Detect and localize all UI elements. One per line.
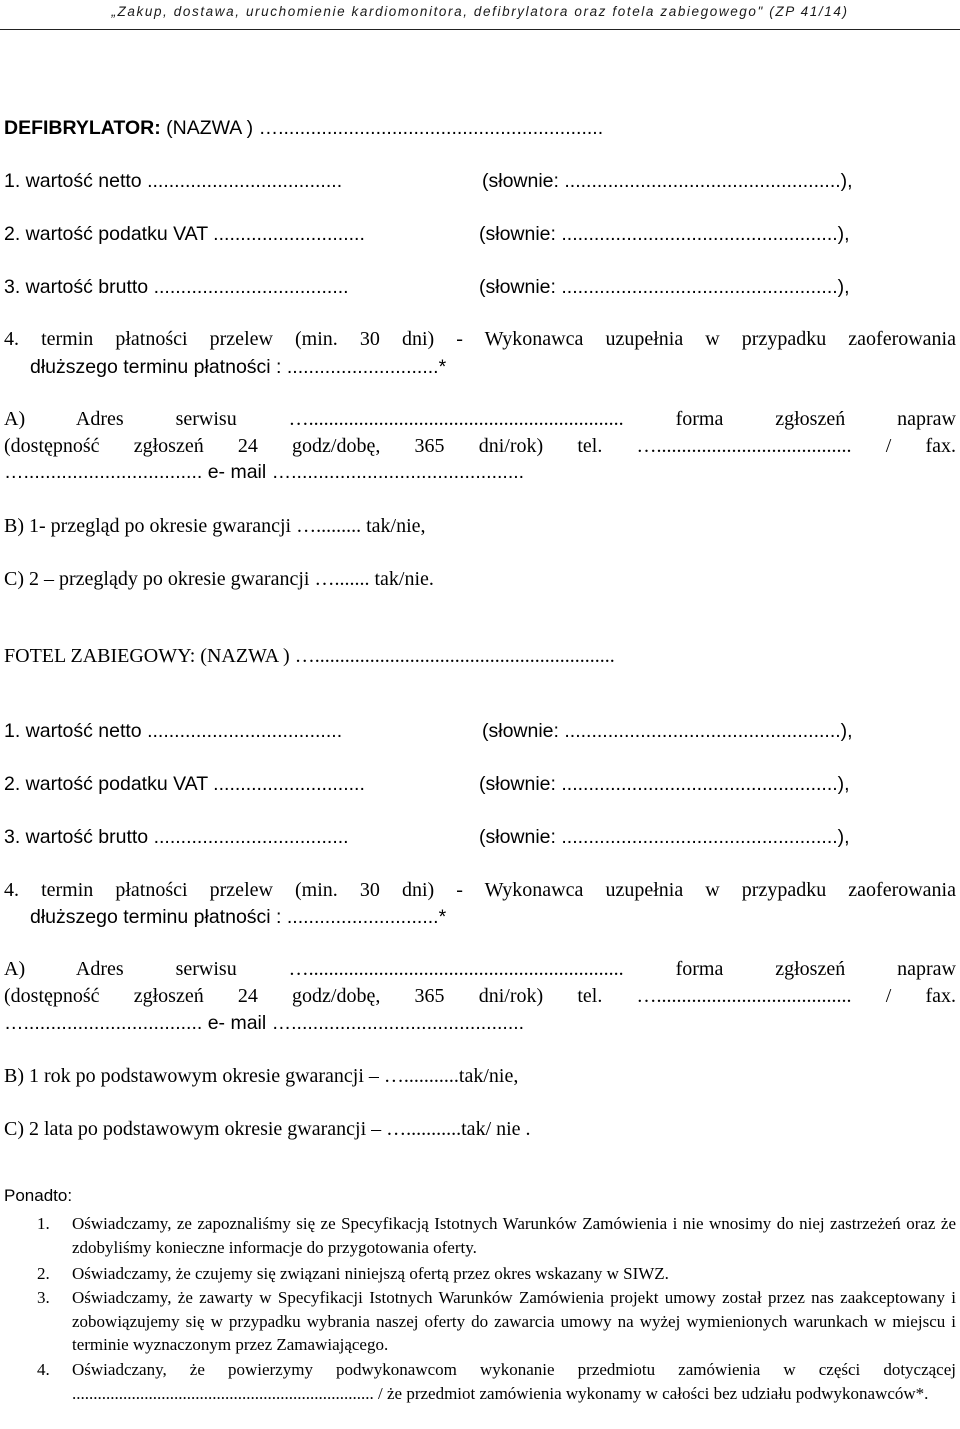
fotel-serwis-line2: (dostępność zgłoszeń 24 godz/dobę, 365 dni/rok) tel. …....................................... / fax. — [4, 985, 956, 1007]
fotel-heading — [4, 645, 615, 668]
ponadto-label: Ponadto: — [4, 1186, 73, 1205]
declaration-number: 2. — [37, 1264, 50, 1283]
declaration-number: 1. — [37, 1214, 50, 1233]
defib-przeglad-b: B) 1- przegląd po okresie gwarancji …......... tak/nie, — [4, 515, 426, 537]
defib-termin-line1: 4. termin płatności przelew (min. 30 dni) - Wykonawca uzupełnia w przypadku zaoferowania — [4, 328, 956, 350]
fotel-heading-bold: FOTEL ZABIEGOWY — [4, 645, 190, 667]
defib-serwis-line2: (dostępność zgłoszeń 24 godz/dobę, 365 dni/rok) tel. …....................................... / fax. — [4, 435, 956, 457]
fotel-przeglad-c: C) 2 lata po podstawowym okresie gwarancji – …...........tak/ nie . — [4, 1118, 531, 1140]
header-rule — [0, 29, 960, 30]
fotel-vat-slownie: (słownie: ...................................................), — [479, 773, 850, 795]
declaration-number: 4. — [37, 1360, 50, 1379]
defib-przeglad-c: C) 2 – przeglądy po okresie gwarancji …....... tak/nie. — [4, 568, 434, 590]
declaration-text: Oświadczany, że powierzymy podwykonawcom wykonanie przedmiotu zamówienia w części dotyczącej ....................................................................... / że przedmiot zamówienia wykonamy w całości bez udziału podwykonawców*. — [72, 1360, 956, 1403]
declaration-number: 3. — [37, 1288, 50, 1307]
page-header: „Zakup, dostawa, uruchomienie kardiomonitora, defibrylatora oraz fotela zabiegowego" (ZP 41/14) — [111, 4, 849, 19]
fotel-netto-slownie: (słownie: ...................................................), — [482, 720, 853, 742]
fotel-heading-rest: : (NAZWA ) …............................................................ — [189, 645, 615, 667]
defib-brutto-slownie: (słownie: ...................................................), — [479, 276, 850, 298]
defib-vat-label: 2. wartość podatku VAT ............................ — [4, 223, 365, 245]
defib-brutto-label: 3. wartość brutto .................................... — [4, 276, 349, 298]
declaration-text: Oświadczamy, że czujemy się związani niniejszą ofertą przez okres wskazany w SIWZ. — [72, 1264, 669, 1283]
fotel-serwis-line3: …................................. e- mail …........................................... — [4, 1012, 525, 1034]
fotel-przeglad-b: B) 1 rok po podstawowym okresie gwarancji – …...........tak/nie, — [4, 1065, 519, 1087]
defib-netto-slownie: (słownie: ...................................................), — [482, 170, 853, 192]
fotel-serwis-line1: A) Adres serwisu …............................................................... forma zgłoszeń napraw — [4, 958, 956, 980]
fotel-vat-label: 2. wartość podatku VAT ............................ — [4, 773, 365, 795]
declaration-text: Oświadczamy, że zawarty w Specyfikacji Istotnych Warunków Zamówienia projekt umowy został przez nas zaakceptowany i zobowiązujemy się w przypadku wybrania naszej oferty do zawarcia umowy na wyżej wymienionych warunkach w miejscu i terminie wyznaczonym przez Zamawiającego. — [72, 1288, 956, 1354]
fotel-netto-label: 1. wartość netto .................................... — [4, 720, 343, 742]
defib-termin-line2: dłuższego terminu płatności : ............................* — [30, 356, 447, 378]
fotel-termin-line2: dłuższego terminu płatności : ............................* — [30, 906, 447, 928]
defib-serwis-line1: A) Adres serwisu …............................................................... forma zgłoszeń napraw — [4, 408, 956, 430]
fotel-brutto-label: 3. wartość brutto .................................... — [4, 826, 349, 848]
defib-netto-label: 1. wartość netto .................................... — [4, 170, 343, 192]
defib-serwis-line3: …................................. e- mail …........................................... — [4, 461, 525, 483]
fotel-termin-line1: 4. termin płatności przelew (min. 30 dni) - Wykonawca uzupełnia w przypadku zaoferowania — [4, 879, 956, 901]
defib-heading-bold: DEFIBRYLATOR: — [4, 117, 161, 139]
defib-vat-slownie: (słownie: ...................................................), — [479, 223, 850, 245]
fotel-brutto-slownie: (słownie: ...................................................), — [479, 826, 850, 848]
declaration-text: Oświadczamy, ze zapoznaliśmy się ze Specyfikacją Istotnych Warunków Zamówienia i nie wnosimy do niej zastrzeżeń oraz że zdobyliśmy konieczne informacje do przygotowania oferty. — [72, 1214, 956, 1257]
defib-heading-rest: (NAZWA ) …............................................................ — [160, 117, 604, 139]
defib-heading — [4, 117, 603, 140]
